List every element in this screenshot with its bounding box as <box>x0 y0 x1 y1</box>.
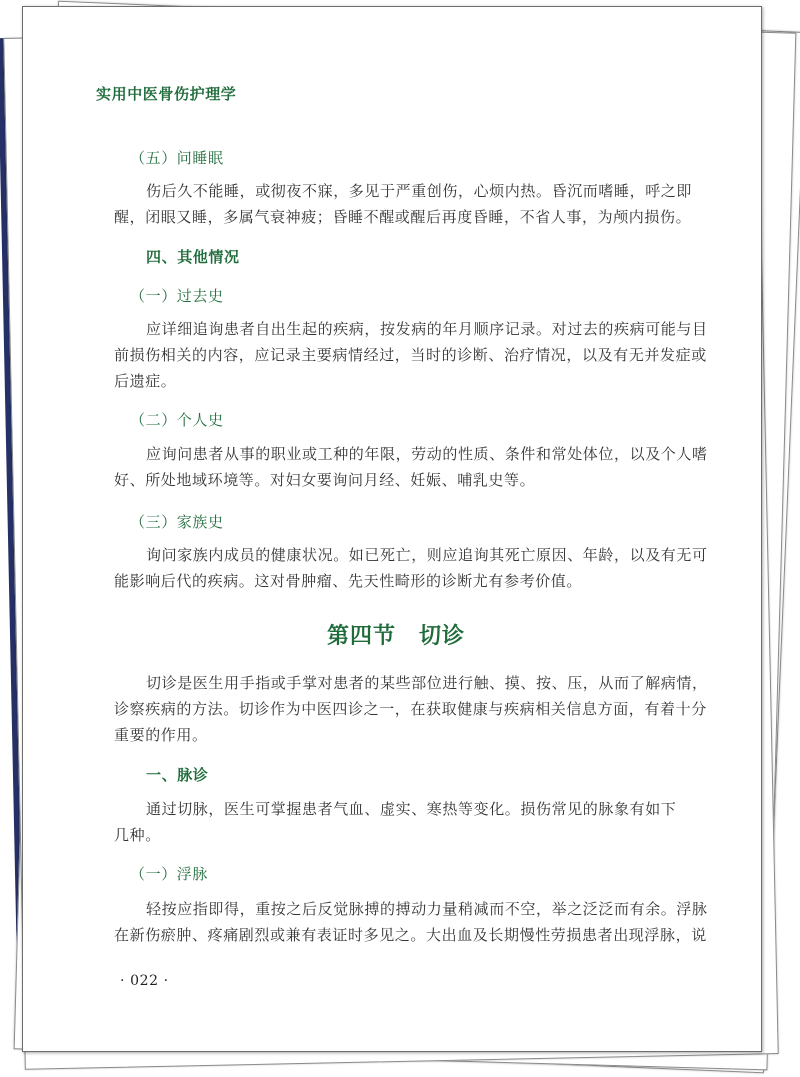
heading-past-history: （一）过去史 <box>130 287 224 305</box>
heading-sleep: （五）问睡眠 <box>130 149 224 167</box>
running-header: 实用中医骨伤护理学 <box>96 85 237 103</box>
paragraph-line: 几种。 <box>114 826 161 844</box>
paragraph-line: 后遗症。 <box>114 372 177 390</box>
paragraph-line: 应详细追询患者自出生起的疾病，按发病的年月顺序记录。对过去的疾病可能与目 <box>146 320 708 338</box>
heading-personal-history: （二）个人史 <box>130 411 224 429</box>
paragraph-line: 前损伤相关的内容，应记录主要病情经过，当时的诊断、治疗情况，以及有无并发症或 <box>114 346 707 364</box>
paragraph-line: 在新伤瘀肿、疼痛剧烈或兼有表证时多见之。大出血及长期慢性劳损患者出现浮脉，说 <box>114 926 707 944</box>
paragraph-line: 伤后久不能睡，或彻夜不寐，多见于严重创伤，心烦内热。昏沉而嗜睡，呼之即 <box>146 182 693 200</box>
paragraph-line: 应询问患者从事的职业或工种的年限，劳动的性质、条件和常处体位，以及个人嗜 <box>146 445 708 463</box>
heading-family-history: （三）家族史 <box>130 513 224 531</box>
paragraph-line: 重要的作用。 <box>114 726 208 744</box>
heading-floating-pulse: （一）浮脉 <box>130 865 209 883</box>
paragraph-line: 询问家族内成员的健康状况。如已死亡，则应追询其死亡原因、年龄，以及有无可 <box>146 546 708 564</box>
paragraph-line: 醒，闭眼又睡，多属气衰神疲；昏睡不醒或醒后再度昏睡，不省人事，为颅内损伤。 <box>114 208 692 226</box>
paragraph-line: 通过切脉，医生可掌握患者气血、虚实、寒热等变化。损伤常见的脉象有如下 <box>146 800 677 818</box>
section-title-palpation: 第四节 切诊 <box>327 624 466 649</box>
heading-other-situations: 四、其他情况 <box>146 248 240 266</box>
paragraph-line: 诊察疾病的方法。切诊作为中医四诊之一，在获取健康与疾病相关信息方面，有着十分 <box>114 700 707 718</box>
heading-pulse-diagnosis: 一、脉诊 <box>146 766 209 784</box>
page-number: · 022 · <box>120 973 169 989</box>
paragraph-line: 能影响后代的疾病。这对骨肿瘤、先天性畸形的诊断尤有参考价值。 <box>114 572 583 590</box>
paragraph-line: 切诊是医生用手指或手掌对患者的某些部位进行触、摸、按、压，从而了解病情， <box>146 674 708 692</box>
paragraph-line: 轻按应指即得，重按之后反觉脉搏的搏动力量稍减而不空，举之泛泛而有余。浮脉 <box>146 900 708 918</box>
paragraph-line: 好、所处地域环境等。对妇女要询问月经、妊娠、哺乳史等。 <box>114 471 536 489</box>
